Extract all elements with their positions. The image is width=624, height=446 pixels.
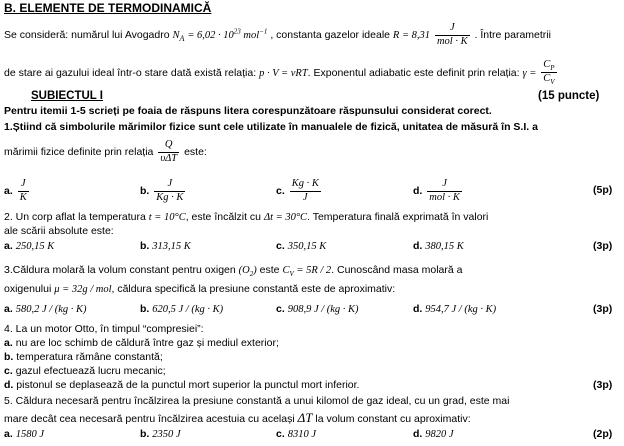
q2-option-a[interactable]: a. 250,15 K [4,240,55,252]
q5-option-c[interactable]: c. 8310 J [276,428,316,440]
intro-text-e: . Exponentul adiabatic este definit prin relația: [307,66,520,79]
avogadro-value: = $6,02 \cdot 10^{23}$ mol$^{-1}$ [187,27,268,41]
q5-option-a[interactable]: a. 1580 J [4,428,44,440]
q1-line-2 [4,139,207,165]
ideal-gas-law: p · V = νRT [259,67,308,79]
q3-cv: $C_V = 5R / 2$ [282,265,332,279]
q2-option-c[interactable]: c. 350,15 K [276,240,327,252]
q3-line-1: 3.Căldura molară la volum constant pentru oxigen $(O_2)$ este $C_V = 5R / 2$. Cunoscând masa molară a [4,264,463,279]
q1-text-end: este: [184,145,207,158]
q5-line-1: 5. Căldura necesară pentru încălzirea la presiune constantă a unui kilomol de gaz ideal, cu un grad, este mai [4,395,510,407]
gas-constant: R = 8,31 [392,29,431,41]
intro-line-2 [4,59,559,87]
q4-points: (3p) [593,379,613,391]
q1-option-a[interactable]: a. $\frac{J}{K}$ [4,178,27,203]
q3-option-d[interactable]: d. 954,7 J / (kg · K) [413,303,497,315]
q2-delta-temp: Δt = 30°C [263,212,308,223]
q1-option-c[interactable]: c. $\frac{Kg \cdot K}{J}$ [276,178,319,203]
q3-points: (3p) [593,303,613,315]
q2-line-2: ale scării absolute este: [4,225,114,237]
q1-points: (5p) [593,184,613,196]
q1-fraction: $\frac{Q}{\text{υΔT}}$ [160,139,178,164]
q4-option-b[interactable]: b. temperatura rămâne constantă; [4,351,163,363]
q2-option-d[interactable]: d. 380,15 K [413,240,464,252]
q3-option-b[interactable]: b. 620,5 J / (kg · K) [140,303,224,315]
intro-text-c: . Între parametrii [474,28,551,41]
intro-text-b: , constanta gazelor ideale [270,28,390,41]
intro-text-a: Se consideră: numărul lui Avogadro [4,28,170,41]
q4-option-a[interactable]: a. nu are loc schimb de căldură între gaz și mediul exterior; [4,337,279,349]
q5-option-b[interactable]: b. 2350 J [140,428,181,440]
q3-line-2: oxigenului μ = 32g / mol, căldura specifică la presiune constantă este de aproximativ: [4,283,396,295]
gamma-symbol: γ = [522,67,537,79]
q4-line-1: 4. La un motor Otto, în timpul “compresiei”: [4,323,204,335]
q3-option-c[interactable]: c. 908,9 J / (kg · K) [276,303,359,315]
q5-line-2: mare decât cea necesară pentru încălzirea acestuia cu același ΔT la volum constant cu aproximativ: [4,410,471,425]
q4-option-d[interactable]: d. pistonul se deplasează de la punctul mort superior la punctul mort inferior. [4,379,360,391]
instruction: Pentru itemii 1-5 scrieți pe foaia de răspuns litera corespunzătoare răspunsului considerat corect. [4,105,492,117]
q3-oxygen: $(O_2)$ [238,265,257,279]
intro-text-d: de stare ai gazului ideal într-o stare dată există relația: [4,66,257,79]
q3-option-a[interactable]: a. 580,2 J / (kg · K) [4,303,87,315]
q1-line-1: 1.Știind că simbolurile mărimilor fizice sunt cele utilizate în manualele de fizică, unitatea de măsură în S.I. a [4,121,538,133]
gamma-fraction: $\frac{C_P}{C_V}$ [543,59,555,87]
q1-option-d[interactable]: d. $\frac{J}{\text{mol · K}}$ [413,178,460,203]
q5-option-d[interactable]: d. 9820 J [413,428,454,440]
subject-points: (15 puncte) [538,90,600,102]
gas-constant-unit: $\frac{J}{\text{mol · K}}$ [436,22,468,47]
q5-delta-t: ΔT [297,410,313,425]
q4-option-c[interactable]: c. gazul efectuează lucru mecanic; [4,365,166,377]
q2-points: (3p) [593,240,613,252]
avogadro-symbol: $N_A$ [172,29,185,43]
intro-line-1 [4,22,551,48]
section-title: B. ELEMENTE DE TERMODINAMICĂ [4,1,212,15]
q1-text: mărimii fizice definite prin relația [4,145,154,158]
q2-initial-temp: t = 10°C [148,212,186,223]
q2-line-1: 2. Un corp aflat la temperatura t = 10°C, este încălzit cu Δt = 30°C. Temperatura finală exprimată în valori [4,211,489,223]
q2-option-b[interactable]: b. 313,15 K [140,240,191,252]
q5-points: (2p) [593,428,613,440]
q3-molar-mass: μ = 32g / mol [54,284,112,295]
q1-option-b[interactable]: b. $\frac{J}{Kg \cdot K}$ [140,178,184,203]
subject-label: SUBIECTUL I [31,90,103,102]
